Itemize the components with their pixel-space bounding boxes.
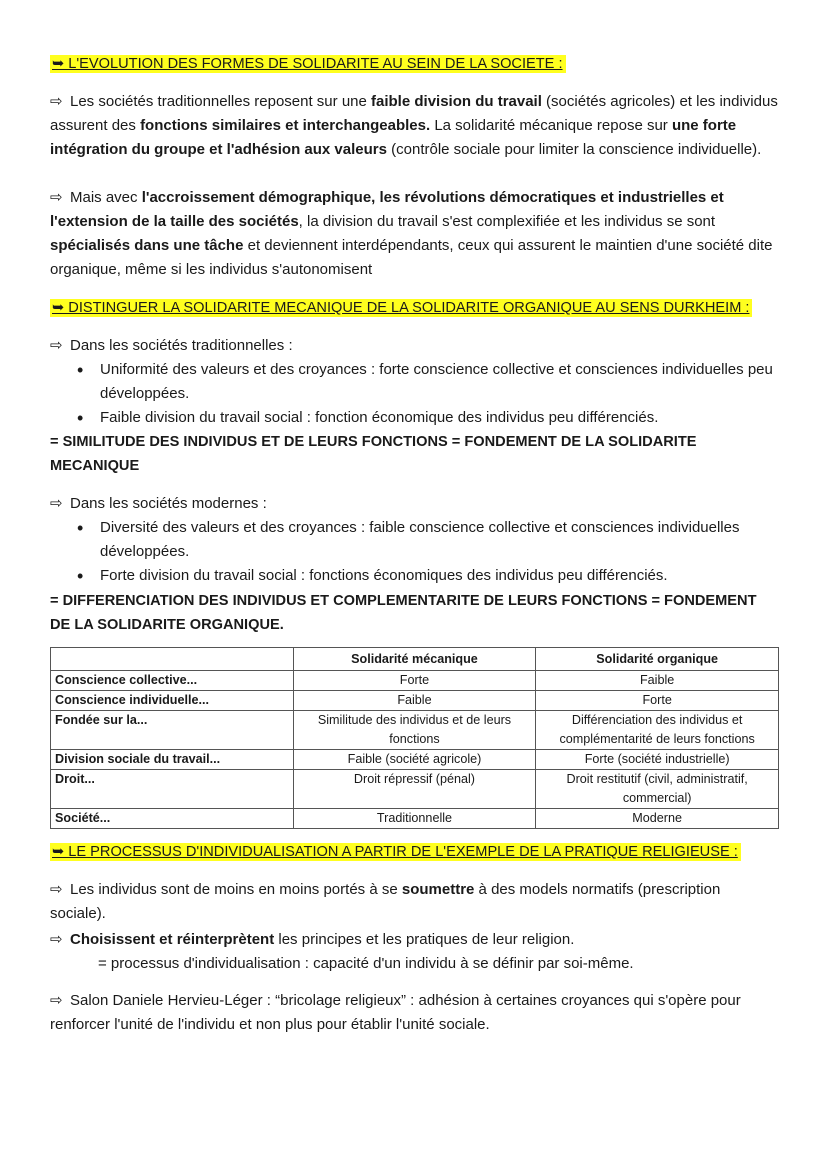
list-item: • Forte division du travail social : fonctions économiques des individus peu différenciés.: [50, 564, 780, 588]
table-cell: Droit restitutif (civil, administratif, commercial): [536, 770, 779, 809]
table-row: [51, 671, 779, 691]
table-row: [51, 691, 779, 711]
list-item: • Uniformité des valeurs et des croyances : forte conscience collective et consciences individuelles peu développées.: [50, 358, 780, 406]
text-run: et deviennent interdépendants, ceux qui assurent le maintien d'une société dite organique, même si les individus s'autonomisent: [50, 237, 773, 278]
table-cell: Forte: [293, 671, 536, 691]
table-header-row: [51, 648, 779, 671]
paragraph-bricolage-religieux: ⇨ Salon Daniele Hervieu-Léger : “bricolage religieux” : adhésion à certaines croyances qui s'opère pour renforcer l'unité de l'individu et non plus pour établir l'unité sociale.: [50, 989, 780, 1037]
table-cell: Faible (société agricole): [293, 750, 536, 770]
table-cell: Similitude des individus et de leurs fonctions: [293, 711, 536, 750]
table-cell: Faible: [536, 671, 779, 691]
paragraph-normative-models: ⇨ Les individus sont de moins en moins portés à se soumettre à des models normatifs (prescription sociale).: [50, 878, 780, 926]
table-row-label: Division sociale du travail...: [51, 750, 294, 770]
paragraph-reinterpretation: ⇨ Choisissent et réinterprètent les principes et les pratiques de leur religion. = processus d'individualisation : capacité d'un individu à se définir par soi-même.: [50, 928, 780, 976]
paragraph-traditional-societies: [50, 90, 780, 162]
bold-text-run: l'accroissement démographique, les révolutions démocratiques et industrielles et l'extension de la taille des sociétés: [50, 189, 724, 230]
arrow-icon: ⇨: [50, 337, 63, 354]
table-header-cell: Solidarité organique: [536, 648, 779, 671]
bold-text-run: spécialisés dans une tâche: [50, 237, 244, 254]
arrow-icon: ⇨: [50, 931, 63, 948]
table-row-label: Conscience collective...: [51, 671, 294, 691]
modern-block: [50, 492, 780, 588]
section-heading-durkheim: ➥ DISTINGUER LA SOLIDARITE MECANIQUE DE LA SOLIDARITE ORGANIQUE AU SENS DURKHEIM :: [50, 298, 752, 318]
table-cell: Différenciation des individus et complémentarité de leurs fonctions: [536, 711, 779, 750]
section-heading-individualisation: ➥ LE PROCESSUS D'INDIVIDUALISATION A PARTIR DE L'EXEMPLE DE LA PRATIQUE RELIGIEUSE :: [50, 842, 741, 862]
modern-conclusion: = DIFFERENCIATION DES INDIVIDUS ET COMPLEMENTARITE DE LEURS FONCTIONS = FONDEMENT DE LA SOLIDARITE ORGANIQUE.: [50, 593, 757, 633]
bold-text-run: faible division du travail: [371, 93, 542, 110]
traditional-bullet-list: [50, 358, 780, 430]
arrow-icon: ⇨: [50, 495, 63, 512]
table-header-cell: Solidarité mécanique: [293, 648, 536, 671]
paragraph-modern-societies: [50, 186, 780, 282]
table-row: [51, 770, 779, 809]
table-row-label: Société...: [51, 809, 294, 829]
text-run: La solidarité mécanique repose sur: [430, 117, 672, 134]
list-item: • Diversité des valeurs et des croyances : faible conscience collective et consciences individuelles développées.: [50, 516, 780, 564]
table-row: [51, 809, 779, 829]
arrow-icon: ⇨: [50, 189, 63, 206]
table-row: [51, 711, 779, 750]
traditional-intro: Dans les sociétés traditionnelles :: [70, 337, 293, 354]
modern-intro: Dans les sociétés modernes :: [70, 495, 267, 512]
section-heading-evolution: ➥ L'EVOLUTION DES FORMES DE SOLIDARITE AU SEIN DE LA SOCIETE :: [50, 54, 566, 74]
table-cell: Forte: [536, 691, 779, 711]
arrow-icon: ⇨: [50, 93, 63, 110]
table-row-label: Droit...: [51, 770, 294, 809]
table-cell: Droit répressif (pénal): [293, 770, 536, 809]
bold-text-run: une forte intégration du groupe et l'adhésion aux valeurs: [50, 117, 737, 158]
text-run: , la division du travail s'est complexifiée et les individus se sont: [298, 213, 716, 230]
text-run: (contrôle sociale pour limiter la conscience individuelle).: [386, 141, 762, 158]
traditional-conclusion: = SIMILITUDE DES INDIVIDUS ET DE LEURS FONCTIONS = FONDEMENT DE LA SOLIDARITE MECANIQUE: [50, 434, 697, 474]
table-row-label: Conscience individuelle...: [51, 691, 294, 711]
table-cell: Traditionnelle: [293, 809, 536, 829]
table-cell: Moderne: [536, 809, 779, 829]
individualisation-definition: = processus d'individualisation : capacité d'un individu à se définir par soi-même.: [98, 955, 634, 972]
table-row: [51, 750, 779, 770]
arrow-icon: ⇨: [50, 881, 63, 898]
text-run: (sociétés agricoles) et les individus assurent des: [50, 93, 778, 134]
table-header-cell: [51, 648, 294, 671]
arrow-icon: ⇨: [50, 992, 63, 1009]
bold-text-run: fonctions similaires et interchangeables.: [140, 117, 431, 134]
traditional-block: [50, 334, 780, 430]
table-cell: Forte (société industrielle): [536, 750, 779, 770]
text-run: Les sociétés traditionnelles reposent sur une: [70, 93, 372, 110]
list-item: • Faible division du travail social : fonction économique des individus peu différenciés.: [50, 406, 780, 430]
table-row-label: Fondée sur la...: [51, 711, 294, 750]
text-run: Mais avec: [70, 189, 142, 206]
table-cell: Faible: [293, 691, 536, 711]
comparison-table: [50, 647, 779, 829]
modern-bullet-list: [50, 516, 780, 588]
